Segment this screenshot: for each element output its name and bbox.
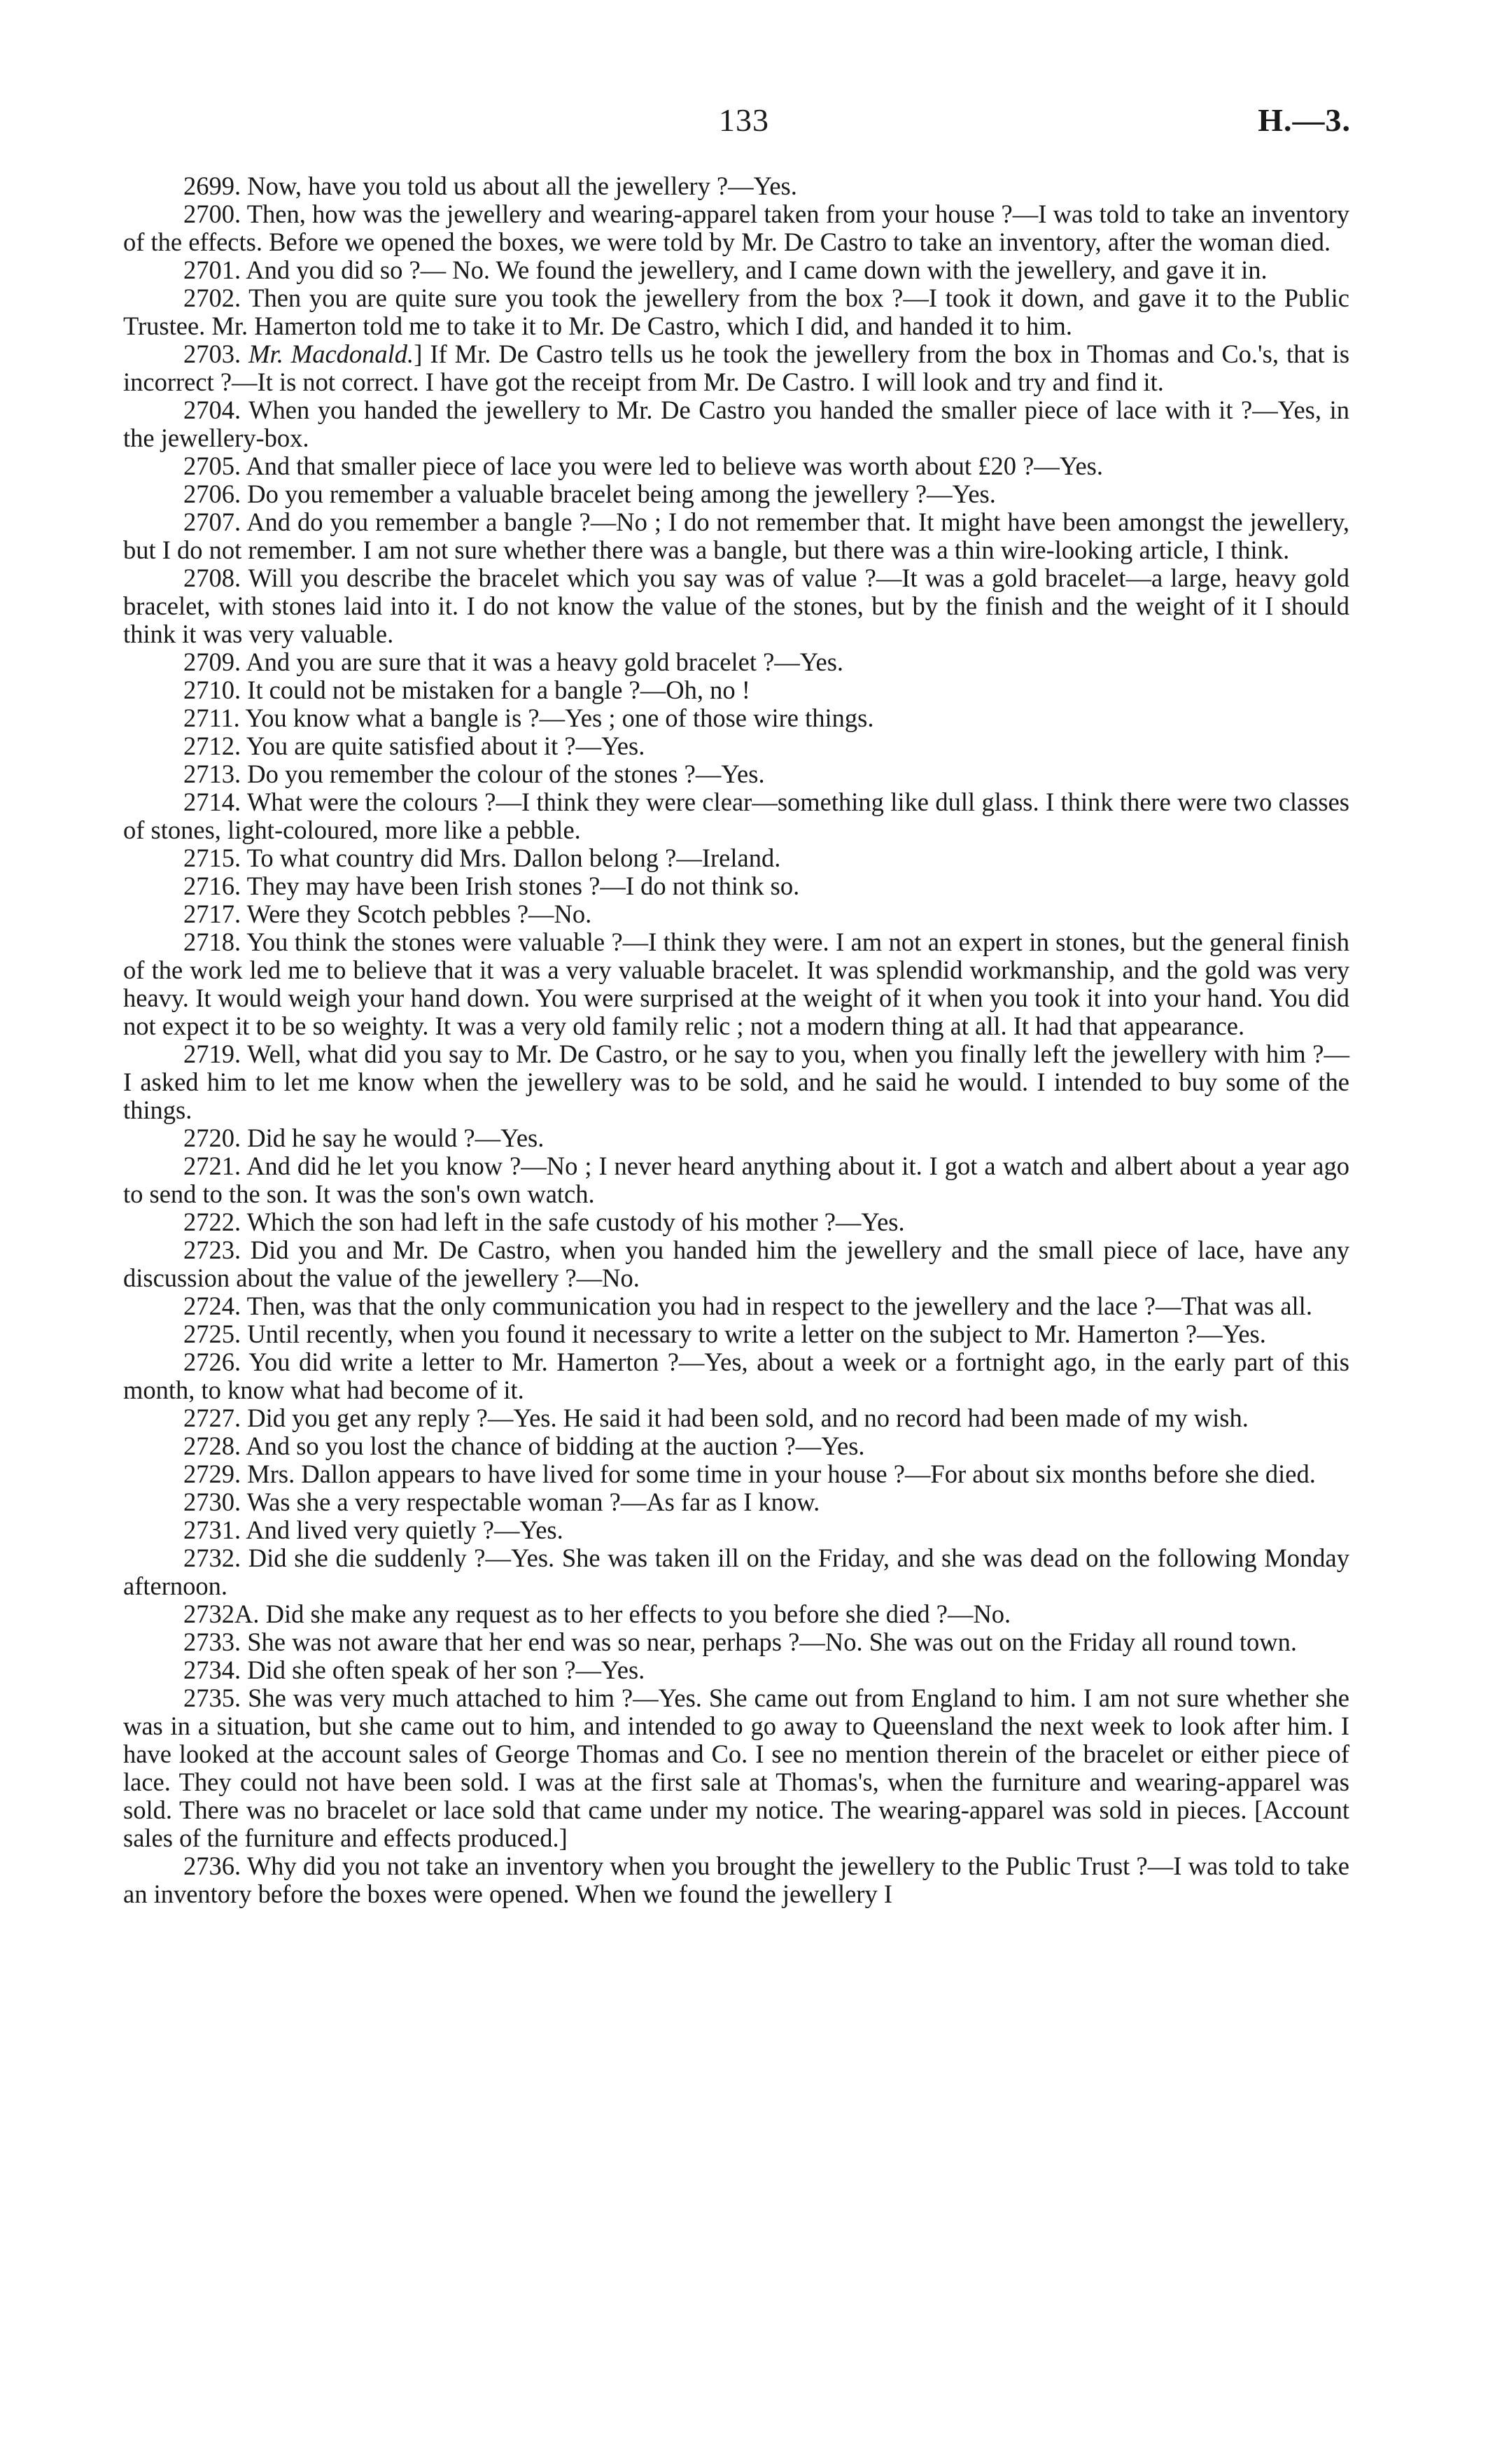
- paragraph-2723: 2723. Did you and Mr. De Castro, when you handed him the jewellery and the small piece of lace, have any discussion about the value of the jewellery ?—No.: [123, 1236, 1349, 1292]
- paragraph-2709: 2709. And you are sure that it was a heavy gold bracelet ?—Yes.: [183, 648, 844, 676]
- question-number: 2703.: [183, 340, 249, 368]
- paragraph-2713: 2713. Do you remember the colour of the stones ?—Yes.: [183, 760, 765, 788]
- paragraph-2732a: 2732A. Did she make any request as to her effects to you before she died ?—No.: [183, 1600, 1011, 1628]
- paragraph-2715: 2715. To what country did Mrs. Dallon belong ?—Ireland.: [183, 844, 781, 872]
- paragraph-text: ] If Mr. De Castro tells us he took the jewellery from the box in Thomas and Co.'s, that is incorrect ?—It is not correct. I have got the receipt from Mr. De Castro. I will look and try and find it.: [123, 340, 1350, 396]
- paragraph-2711: 2711. You know what a bangle is ?—Yes ; one of those wire things.: [183, 704, 874, 732]
- paragraph-2717: 2717. Were they Scotch pebbles ?—No.: [183, 899, 592, 928]
- paragraph-2706: 2706. Do you remember a valuable bracelet being among the jewellery ?—Yes.: [183, 479, 996, 508]
- paragraph-2699: 2699. Now, have you told us about all the jewellery ?—Yes.: [183, 172, 797, 200]
- paragraph-2702: 2702. Then you are quite sure you took the jewellery from the box ?—I took it down, and gave it to the Public Trustee. Mr. Hamerton told me to take it to Mr. De Castro, which I did, and handed it to him.: [123, 284, 1349, 340]
- paragraph-2703: [123, 340, 1349, 396]
- paragraph-2700: 2700. Then, how was the jewellery and wearing-apparel taken from your house ?—I was told to take an inventory of the effects. Before we opened the boxes, we were told by Mr. De Castro to take an inventory, after the woman died.: [123, 200, 1349, 256]
- paragraph-2728: 2728. And so you lost the chance of bidding at the auction ?—Yes.: [183, 1432, 865, 1460]
- paragraph-2736: 2736. Why did you not take an inventory when you brought the jewellery to the Public Trust ?—I was told to take an inventory before the boxes were opened. When we found the jewellery I: [123, 1851, 1349, 1908]
- paragraph-2721: 2721. And did he let you know ?—No ; I never heard anything about it. I got a watch and albert about a year ago to send to the son. It was the son's own watch.: [123, 1152, 1349, 1208]
- paragraph-2734: 2734. Did she often speak of her son ?—Yes.: [183, 1656, 645, 1684]
- paragraph-2730: 2730. Was she a very respectable woman ?—As far as I know.: [183, 1488, 820, 1516]
- paragraph-2733: 2733. She was not aware that her end was so near, perhaps ?—No. She was out on the Friday all round town.: [183, 1628, 1297, 1656]
- paragraph-2727: 2727. Did you get any reply ?—Yes. He said it had been sold, and no record had been made of my wish.: [183, 1404, 1249, 1432]
- page-number: 133: [719, 102, 769, 138]
- series-reference: H.—3.: [1258, 102, 1351, 138]
- paragraph-2719: 2719. Well, what did you say to Mr. De Castro, or he say to you, when you finally left the jewellery with him ?—I asked him to let me know when the jewellery was to be sold, and he said he would. I intended to buy some of the things.: [123, 1040, 1349, 1124]
- paragraph-2725: 2725. Until recently, when you found it necessary to write a letter on the subject to Mr. Hamerton ?—Yes.: [183, 1320, 1266, 1348]
- paragraph-2710: 2710. It could not be mistaken for a bangle ?—Oh, no !: [183, 676, 750, 704]
- paragraph-2707: 2707. And do you remember a bangle ?—No ; I do not remember that. It might have been amongst the jewellery, but I do not remember. I am not sure whether there was a bangle, but there was a thin wire-looking article, I think.: [123, 507, 1349, 564]
- speaker-reference: Mr. Macdonald.: [248, 340, 414, 368]
- paragraph-2704: 2704. When you handed the jewellery to Mr. De Castro you handed the smaller piece of lace with it ?—Yes, in the jewellery-box.: [123, 396, 1349, 452]
- paragraph-2724: 2724. Then, was that the only communication you had in respect to the jewellery and the lace ?—That was all.: [183, 1292, 1312, 1320]
- paragraph-2705: 2705. And that smaller piece of lace you were led to believe was worth about £20 ?—Yes.: [183, 451, 1103, 480]
- paragraph-2726: 2726. You did write a letter to Mr. Hamerton ?—Yes, about a week or a fortnight ago, in the early part of this month, to know what had become of it.: [123, 1348, 1349, 1404]
- paragraph-2720: 2720. Did he say he would ?—Yes.: [183, 1124, 545, 1152]
- paragraph-2712: 2712. You are quite satisfied about it ?—Yes.: [183, 732, 645, 760]
- paragraph-2708: 2708. Will you describe the bracelet which you say was of value ?—It was a gold bracelet—a large, heavy gold bracelet, with stones laid into it. I do not know the value of the stones, but by the finish and the weight of it I should think it was very valuable.: [123, 564, 1349, 648]
- paragraph-2716: 2716. They may have been Irish stones ?—I do not think so.: [183, 872, 800, 900]
- testimony-body: [123, 172, 1349, 1908]
- paragraph-2735: 2735. She was very much attached to him ?—Yes. She came out from England to him. I am not sure whether she was in a situation, but she came out to him, and intended to go away to Queensland the next week to look after him. I have looked at the account sales of George Thomas and Co. I see no mention therein of the bracelet or either piece of lace. They could not have been sold. I was at the first sale at Thomas's, when the furniture and wearing-apparel was sold. There was no bracelet or lace sold that came under my notice. The wearing-apparel was sold in pieces. [Account sales of the furniture and effects produced.]: [123, 1684, 1349, 1852]
- paragraph-2729: 2729. Mrs. Dallon appears to have lived for some time in your house ?—For about six months before she died.: [183, 1460, 1316, 1488]
- paragraph-2701: 2701. And you did so ?— No. We found the jewellery, and I came down with the jewellery, and gave it in.: [183, 255, 1268, 284]
- paragraph-2731: 2731. And lived very quietly ?—Yes.: [183, 1516, 563, 1544]
- paragraph-2714: 2714. What were the colours ?—I think they were clear—something like dull glass. I think there were two classes of stones, light-coloured, more like a pebble.: [123, 788, 1349, 844]
- paragraph-2732: 2732. Did she die suddenly ?—Yes. She was taken ill on the Friday, and she was dead on the following Monday afternoon.: [123, 1544, 1349, 1600]
- paragraph-2718: 2718. You think the stones were valuable ?—I think they were. I am not an expert in stones, but the general finish of the work led me to believe that it was a very valuable bracelet. It was splendid workmanship, and the gold was very heavy. It would weigh your hand down. You were surprised at the weight of it when you took it into your hand. You did not expect it to be so weighty. It was a very old family relic ; not a modern thing at all. It had that appearance.: [123, 927, 1349, 1040]
- paragraph-2722: 2722. Which the son had left in the safe custody of his mother ?—Yes.: [183, 1208, 905, 1236]
